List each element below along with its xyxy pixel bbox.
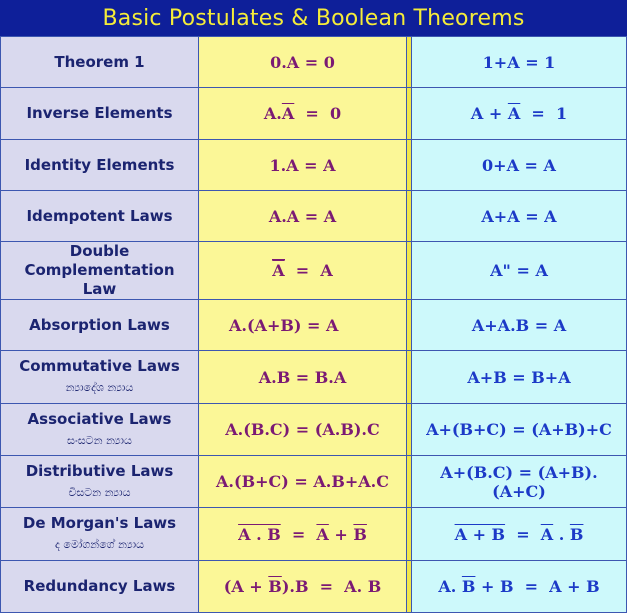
or-form: $A + \overline{A} = 1$ <box>412 88 627 140</box>
table-row <box>1 88 627 140</box>
or-form: A" = A <box>412 242 627 300</box>
or-form: A+A = A <box>412 191 627 242</box>
and-form: A . $B = \overline{A} + \overline{B}$ <box>199 508 407 561</box>
and-form: A.(B+C) = A.B+A.C <box>199 456 407 508</box>
law-name: Theorem 1 <box>1 37 199 88</box>
law-name: Redundancy Laws <box>1 561 199 613</box>
or-form: A+B = B+A <box>412 351 627 404</box>
and-form: 0.A = 0 <box>199 37 407 88</box>
law-name: Absorption Laws <box>1 300 199 351</box>
or-form: A. $\overline{B} + B = A + B$ <box>412 561 627 613</box>
law-name-sinhala: ද මෝගන්ගේ න්‍යාය <box>55 538 144 551</box>
or-form: A+(B+C) = (A+B)+C <box>412 404 627 456</box>
law-cell <box>1 508 199 561</box>
table-row <box>1 191 627 242</box>
and-form: $A.\overline{A} = 0$ <box>199 88 407 140</box>
law-name: Commutative Laws <box>19 357 180 375</box>
table-row <box>1 404 627 456</box>
law-cell <box>1 456 199 508</box>
table-row <box>1 140 627 191</box>
law-name: Distributive Laws <box>25 461 174 480</box>
and-form: A.B = B.A <box>199 351 407 404</box>
table-row <box>1 37 627 88</box>
law-name-sinhala: සංසටන න්‍යාය <box>67 433 132 447</box>
law-name-sinhala: න්‍යාදේශ න්‍යාය <box>65 381 134 394</box>
and-form: A.A = A <box>199 191 407 242</box>
and-form: A.(B.C) = (A.B).C <box>199 404 407 456</box>
table-row <box>1 300 627 351</box>
table-row <box>1 508 627 561</box>
law-name-sinhala: විසටන න්‍යාය <box>68 485 131 499</box>
table-row <box>1 242 627 300</box>
or-form: A+(B.C) = (A+B).(A+C) <box>412 456 627 508</box>
law-name: Inverse Elements <box>1 88 199 140</box>
and-form: $(A + \overline{B}).B = A$. B <box>199 561 407 613</box>
or-form: 0+A = A <box>412 140 627 191</box>
law-name: Idempotent Laws <box>1 191 199 242</box>
and-form: $\overline{A} = A$ <box>199 242 407 300</box>
law-name: Double Complementation Law <box>1 242 199 300</box>
law-cell <box>1 404 199 456</box>
and-form: 1.A = A <box>199 140 407 191</box>
page-title: Basic Postulates & Boolean Theorems <box>0 0 627 36</box>
law-name: Identity Elements <box>1 140 199 191</box>
law-cell <box>1 351 199 404</box>
table-row <box>1 351 627 404</box>
table-row <box>1 456 627 508</box>
law-name: De Morgan's Laws <box>22 514 177 532</box>
table-row <box>1 561 627 613</box>
or-form: 1+A = 1 <box>412 37 627 88</box>
theorems-table <box>0 36 627 613</box>
and-form: A.(A+B) = A <box>199 300 407 351</box>
or-form: $A + B = \overline{A}$ . $\overline{B}$ <box>412 508 627 561</box>
law-name: Associative Laws <box>27 409 172 428</box>
or-form: A+A.B = A <box>412 300 627 351</box>
